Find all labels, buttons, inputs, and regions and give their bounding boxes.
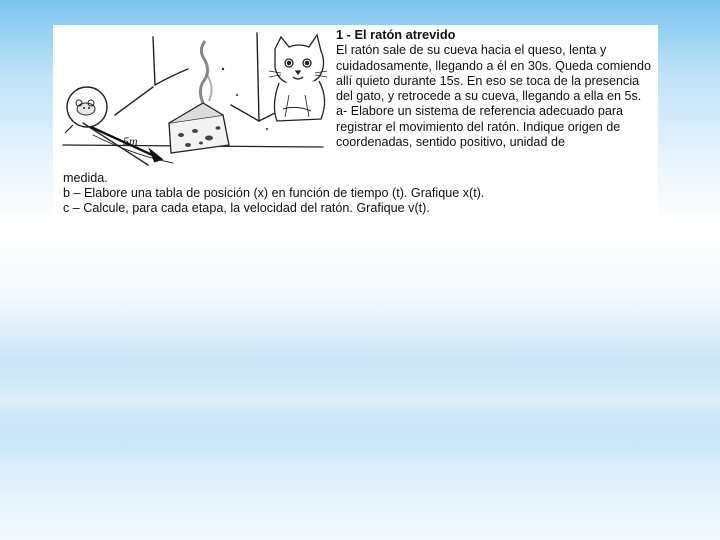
task-b: b – Elabore una tabla de posición (x) en función de tiempo (t). Grafique x(t). <box>63 186 485 200</box>
task-a-continuation: medida. <box>63 171 108 185</box>
task-a: a- Elabore un sistema de referencia adecuado para registrar el movimiento del ratón. Indique origen de coordenadas, sentido positivo, unidad de <box>336 104 624 150</box>
cat-icon <box>269 35 327 121</box>
problem-statement: El ratón sale de su cueva hacia el queso, lenta y cuidadosamente, llegando a él en 30s. Queda comiendo allí quieto durante 15s. En eso se toca de la presencia del gato, y retrocede a su cueva, llegando a ella en 5s. <box>336 43 652 104</box>
distance-label: 5m <box>123 134 138 148</box>
mouse-cheese-cat-illustration <box>53 25 333 185</box>
mouse-icon <box>65 87 107 133</box>
task-c: c – Calcule, para cada etapa, la velocidad del ratón. Grafique v(t). <box>63 201 430 215</box>
problem-title: 1 - El ratón atrevido <box>336 27 456 42</box>
cheese-icon <box>169 41 229 153</box>
background-glow <box>0 360 720 450</box>
scanned-problem-sheet <box>53 25 658 223</box>
problem-tasks <box>63 171 655 216</box>
problem-text <box>336 27 658 150</box>
